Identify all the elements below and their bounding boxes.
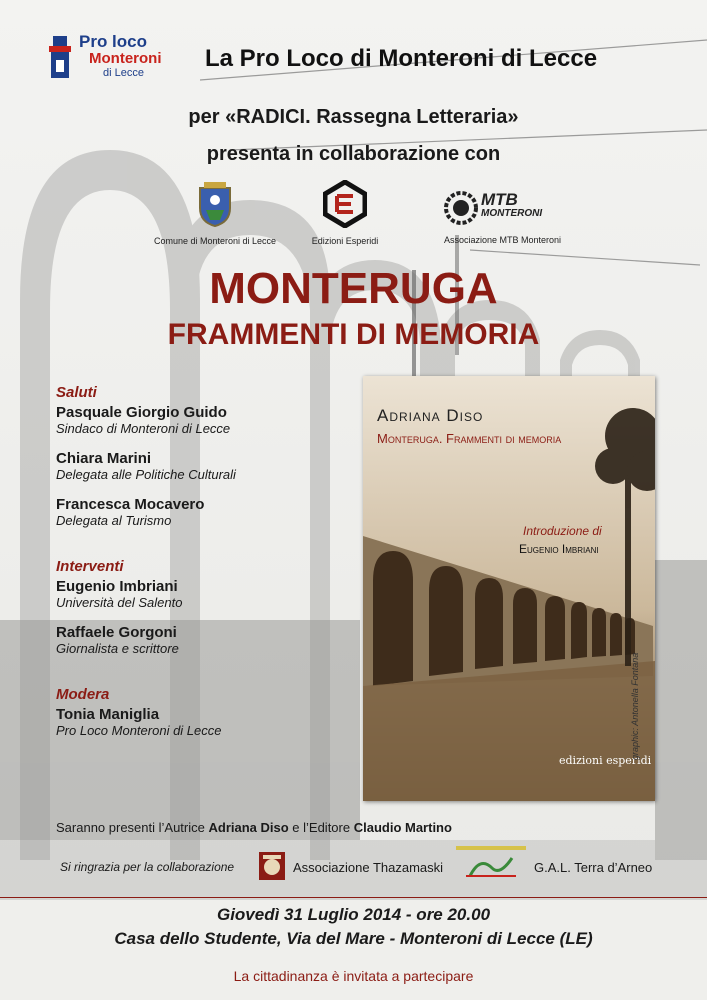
event-subtitle: FRAMMENTI DI MEMORIA [167,318,540,351]
mtb-logo-text-2: MONTERONI [481,208,543,219]
mtb-logo-icon [443,190,479,226]
speaker-role: Delegata alle Politiche Culturali [56,467,236,482]
interventi-item [56,624,356,656]
invite-line: La cittadinanza è invitata a partecipare [233,968,474,984]
partner-comune [140,180,290,246]
thanks-assoc-2: G.A.L. Terra d’Arneo [534,860,653,875]
separator-line [0,897,707,898]
thanks-assoc-1: Associazione Thazamaski [293,860,444,875]
book-publisher: edizioni esperidi [559,754,652,767]
presence-prefix: Saranno presenti l’Autrice [56,820,209,835]
saluti-heading: Saluti [56,384,97,401]
modera-item [56,706,356,738]
partner-esperidi-label: Edizioni Esperidi [311,236,379,246]
speaker-role: Sindaco di Monteroni di Lecce [56,421,231,436]
partner-mtb-label: Associazione MTB Monteroni [443,235,562,245]
partner-esperidi [295,180,395,246]
thazamaski-logo-icon [257,850,287,882]
proloco-logo-text-3: di Lecce [103,67,144,79]
speaker-name: Eugenio Imbriani [56,578,178,595]
presence-middle: e l’Editore [288,820,354,835]
speaker-name: Tonia Maniglia [56,706,160,723]
book-intro-label: Introduzione di [523,524,602,538]
book-cover [363,376,655,801]
gal-terra-arneo-logo-icon [456,846,526,880]
speaker-role: Pro Loco Monteroni di Lecce [56,723,222,738]
proloco-logo-text-2: Monteroni [89,50,162,67]
partner-mtb [425,188,580,245]
header-line-3: presenta in collaborazione con [206,143,501,165]
esperidi-logo-icon [323,180,367,228]
interventi-item [56,578,356,610]
proloco-logo [45,30,205,80]
program [56,384,356,738]
graphic-credit: graphic: Antonella Fontana [630,652,640,760]
book-intro-author: Eugenio Imbriani [519,542,599,556]
saluti-item [56,450,356,482]
interventi-heading: Interventi [56,558,124,575]
thanks-label: Si ringrazia per la collaborazione [60,860,235,874]
presence-line [56,820,452,835]
header-line-2: per «RADICI. Rassegna Letteraria» [188,106,519,128]
speaker-name: Francesca Mocavero [56,496,205,513]
header-title: La Pro Loco di Monteroni di Lecce [205,45,598,72]
book-author: Adriana Diso [377,406,484,425]
presence-editor: Claudio Martino [353,820,452,835]
speaker-role: Giornalista e scrittore [56,641,179,656]
speaker-role: Università del Salento [56,595,183,610]
speaker-name: Chiara Marini [56,450,152,467]
modera-heading: Modera [56,686,110,703]
speaker-name: Pasquale Giorgio Guido [56,404,227,421]
partner-comune-label: Comune di Monteroni di Lecce [153,236,277,246]
saluti-item [56,496,356,528]
saluti-item [56,404,356,436]
proloco-tower-icon [45,30,75,80]
date-line: Giovedì 31 Luglio 2014 - ore 20.00 [216,905,491,924]
mtb-logo-text-1: MTB [481,190,518,209]
speaker-name: Raffaele Gorgoni [56,624,177,641]
event-title: MONTERUGA [209,264,498,313]
presence-author: Adriana Diso [208,820,289,835]
proloco-logo-text-1: Pro loco [79,32,148,51]
place-line: Casa dello Studente, Via del Mare - Monteroni di Lecce (LE) [114,929,593,948]
book-title: Monteruga. Frammenti di memoria [377,431,562,446]
speaker-role: Delegata al Turismo [56,513,172,528]
coat-of-arms-icon [196,180,234,228]
